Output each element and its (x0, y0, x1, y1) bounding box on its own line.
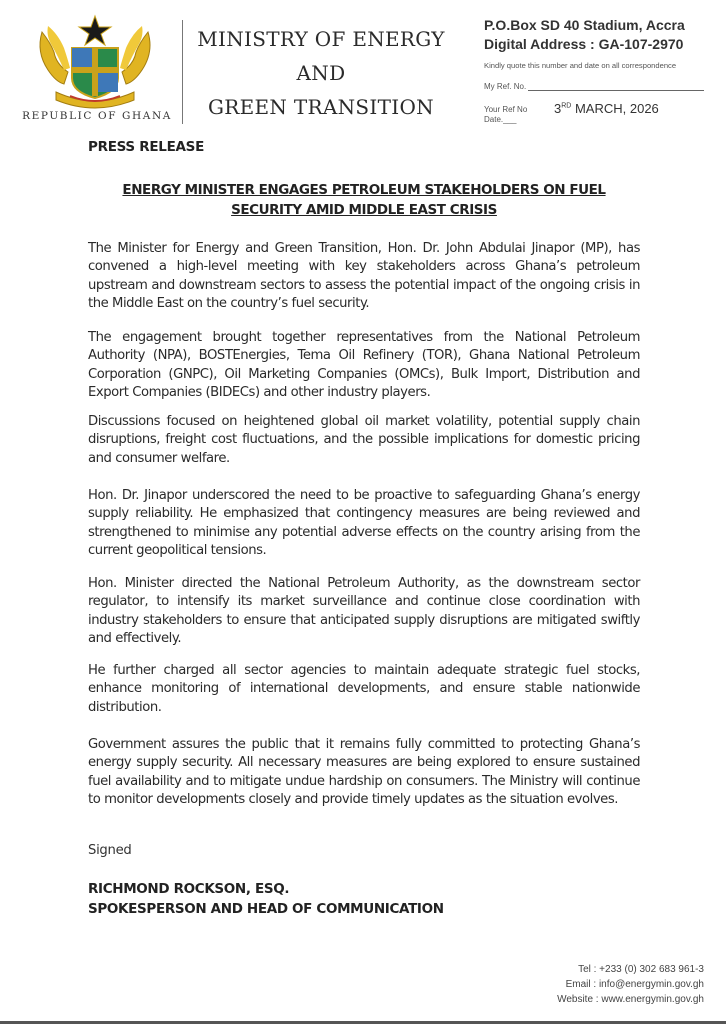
footer-tel: Tel : +233 (0) 302 683 961-3 (578, 964, 704, 975)
header-divider (182, 20, 183, 124)
paragraph-7: Government assures the public that it remains fully committed to protecting Ghana’s energy supply security. All necessary measures are being explored to ensure sustained fuel availability and to mitigate undue hardship on consumers. The Ministry will continue to monitor developments closely and provide timely updates as the situation evolves. (88, 737, 640, 807)
paragraph-1: The Minister for Energy and Green Transition, Hon. Dr. John Abdulai Jinapor (MP), has convened a high-level meeting with key stakeholders across Ghana’s petroleum upstream and downstream sectors to assess the potential impact of the ongoing crisis in the Middle East on the country’s fuel security. (88, 241, 640, 311)
coat-of-arms-icon (34, 12, 156, 112)
footer-email[interactable]: Email : info@energymin.gov.gh (565, 979, 704, 990)
signed-label: Signed (88, 843, 132, 858)
ministry-name (190, 22, 452, 124)
digital-address: Digital Address : GA-107-2970 (484, 36, 684, 52)
ministry-line-2: AND (296, 61, 346, 85)
letterhead-contact (484, 16, 724, 114)
headline: ENERGY MINISTER ENGAGES PETROLEUM STAKEHOLDERS ON FUEL SECURITY AMID MIDDLE EAST CRISIS (122, 182, 606, 218)
ministry-line-1: MINISTRY OF ENERGY (197, 27, 445, 51)
signatory-block (88, 879, 444, 919)
paragraph-3: Discussions focused on heightened global oil market volatility, potential supply chain disruptions, freight cost fluctuations, and the possible implications for domestic pricing and consumer welfare. (88, 414, 640, 466)
my-ref-label: My Ref. No. (484, 82, 527, 91)
quote-note: Kindly quote this number and date on all correspondence (484, 61, 677, 70)
postal-address: P.O.Box SD 40 Stadium, Accra (484, 17, 685, 33)
paragraph-2: The engagement brought together representatives from the National Petroleum Authority (NPA), BOSTEnergies, Tema Oil Refinery (TOR), Ghana National Petroleum Corporation (GNPC), Oil Marketing Companies (OMCs), Bulk Import, Distribution and Export Companies (BIDECs) and other industry players. (88, 330, 640, 400)
paragraph-4: Hon. Dr. Jinapor underscored the need to be proactive to safeguarding Ghana’s energy supply reliability. He emphasized that contingency measures are being reviewed and strengthened to minimise any potential adverse effects on the country arising from the current geopolitical tensions. (88, 488, 640, 558)
paragraph-6: He further charged all sector agencies to maintain adequate strategic fuel stocks, enhance monitoring of international developments, and ensure stable nationwide distribution. (88, 663, 640, 715)
ministry-line-3: GREEN TRANSITION (208, 95, 434, 119)
republic-label: REPUBLIC OF GHANA (22, 110, 172, 122)
my-ref-rule (528, 82, 704, 91)
paragraph-5: Hon. Minister directed the National Petroleum Authority, as the downstream sector regulator, to intensify its market surveillance and continue close coordination with industry stakeholders to ensure that anticipated supply disruptions are mitigated swiftly and effectively. (88, 576, 640, 646)
signatory-name: RICHMOND ROCKSON, ESQ. (88, 881, 290, 897)
date-label: Date.___ (484, 115, 517, 124)
date-rest: MARCH, 2026 (571, 101, 659, 116)
date-suffix: RD (561, 102, 572, 110)
your-ref-label: Your Ref No (484, 105, 528, 114)
footer-website[interactable]: Website : www.energymin.gov.gh (557, 994, 704, 1005)
press-release-label: PRESS RELEASE (88, 139, 204, 155)
signatory-title: SPOKESPERSON AND HEAD OF COMMUNICATION (88, 901, 444, 917)
date-value (554, 101, 659, 116)
date-day: 3 (554, 101, 562, 116)
footer-contact (557, 962, 704, 1007)
my-ref-field (484, 82, 724, 91)
